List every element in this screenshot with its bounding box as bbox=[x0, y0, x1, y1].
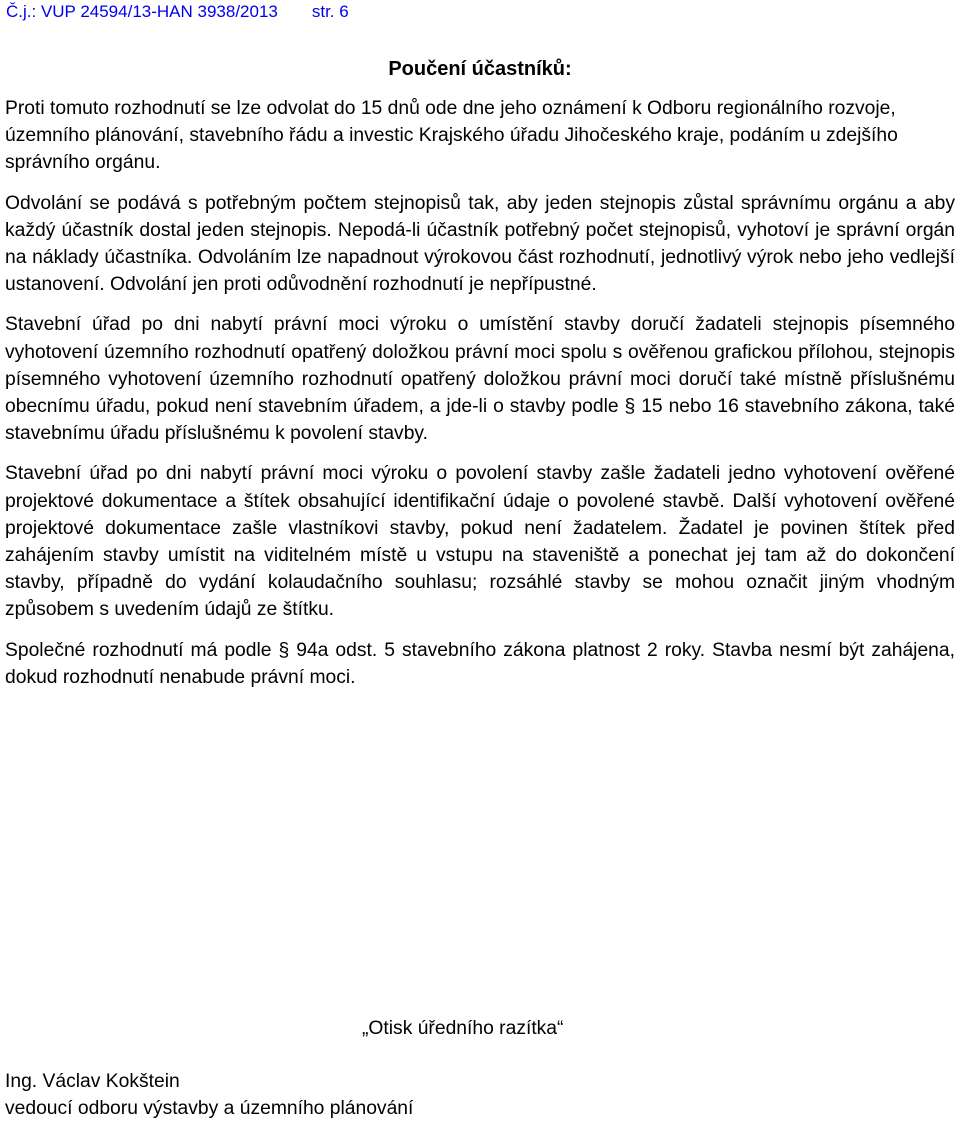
signature-block bbox=[5, 1068, 413, 1122]
paragraph-appeal-deadline: Proti tomuto rozhodnutí se lze odvolat do 15 dnů ode dne jeho oznámení k Odboru regionálního rozvoje, územního plánování, stavebního řádu a investic Krajského úřadu Jihočeského kraje, podáním u zdejšího správního orgánu. bbox=[5, 98, 898, 174]
instructions-body bbox=[5, 95, 955, 704]
paragraph-validity: Společné rozhodnutí má podle § 94a odst. 5 stavebního zákona platnost 2 roky. Stavba nesmí být zahájena, dokud rozhodnutí nenabude právní moci. bbox=[5, 639, 955, 688]
signatory-position: vedoucí odboru výstavby a územního plánování bbox=[5, 1098, 414, 1120]
paragraph-building-permit: Stavební úřad po dni nabytí právní moci výroku o povolení stavby zašle žadateli jedno vyhotovení ověřené projektové dokumentace a štítek obsahující identifikační údaje o povolené stavbě. Další vyhotovení ověřené projektové dokumentace zašle vlastníkovi stavby, pokud není žadatelem. Žadatel je povinen štítek před zahájením stavby umístit na viditelném místě u vstupu na staveniště a ponechat jej tam až do dokončení stavby, případně do vydání kolaudačního souhlasu; rozsáhlé stavby se mohou označit jiným vhodným způsobem s uvedením údajů ze štítku. bbox=[5, 463, 955, 621]
page-number: str. 6 bbox=[311, 2, 349, 21]
reference-number: Č.j.: VUP 24594/13-HAN 3938/2013 bbox=[6, 2, 278, 21]
stamp-placeholder: „Otisk úředního razítka“ bbox=[362, 1018, 564, 1039]
section-title: Poučení účastníků: bbox=[388, 58, 572, 80]
signatory-name: Ing. Václav Kokštein bbox=[5, 1071, 180, 1092]
paragraph-appeal-copies: Odvolání se podává s potřebným počtem stejnopisů tak, aby jeden stejnopis zůstal správnímu orgánu a aby každý účastník dostal jeden stejnopis. Nepodá-li účastník potřebný počet stejnopisů, vyhotoví je správní orgán na náklady účastníka. Odvoláním lze napadnout výrokovou část rozhodnutí, jednotlivý výrok nebo jeho vedlejší ustanovení. Odvolání jen proti odůvodnění rozhodnutí je nepřípustné. bbox=[5, 192, 955, 296]
page-header bbox=[6, 1, 349, 23]
paragraph-zoning-delivery: Stavební úřad po dni nabytí právní moci výroku o umístění stavby doručí žadateli stejnopis písemného vyhotovení územního rozhodnutí opatřený doložkou právní moci spolu s ověřenou grafickou přílohou, stejnopis písemného vyhotovení územního rozhodnutí opatřený doložkou právní moci doručí také místně příslušnému obecnímu úřadu, pokud není stavebním úřadem, a jde-li o stavby podle § 15 nebo 16 stavebního zákona, také stavebnímu úřadu příslušnému k povolení stavby. bbox=[5, 314, 955, 445]
